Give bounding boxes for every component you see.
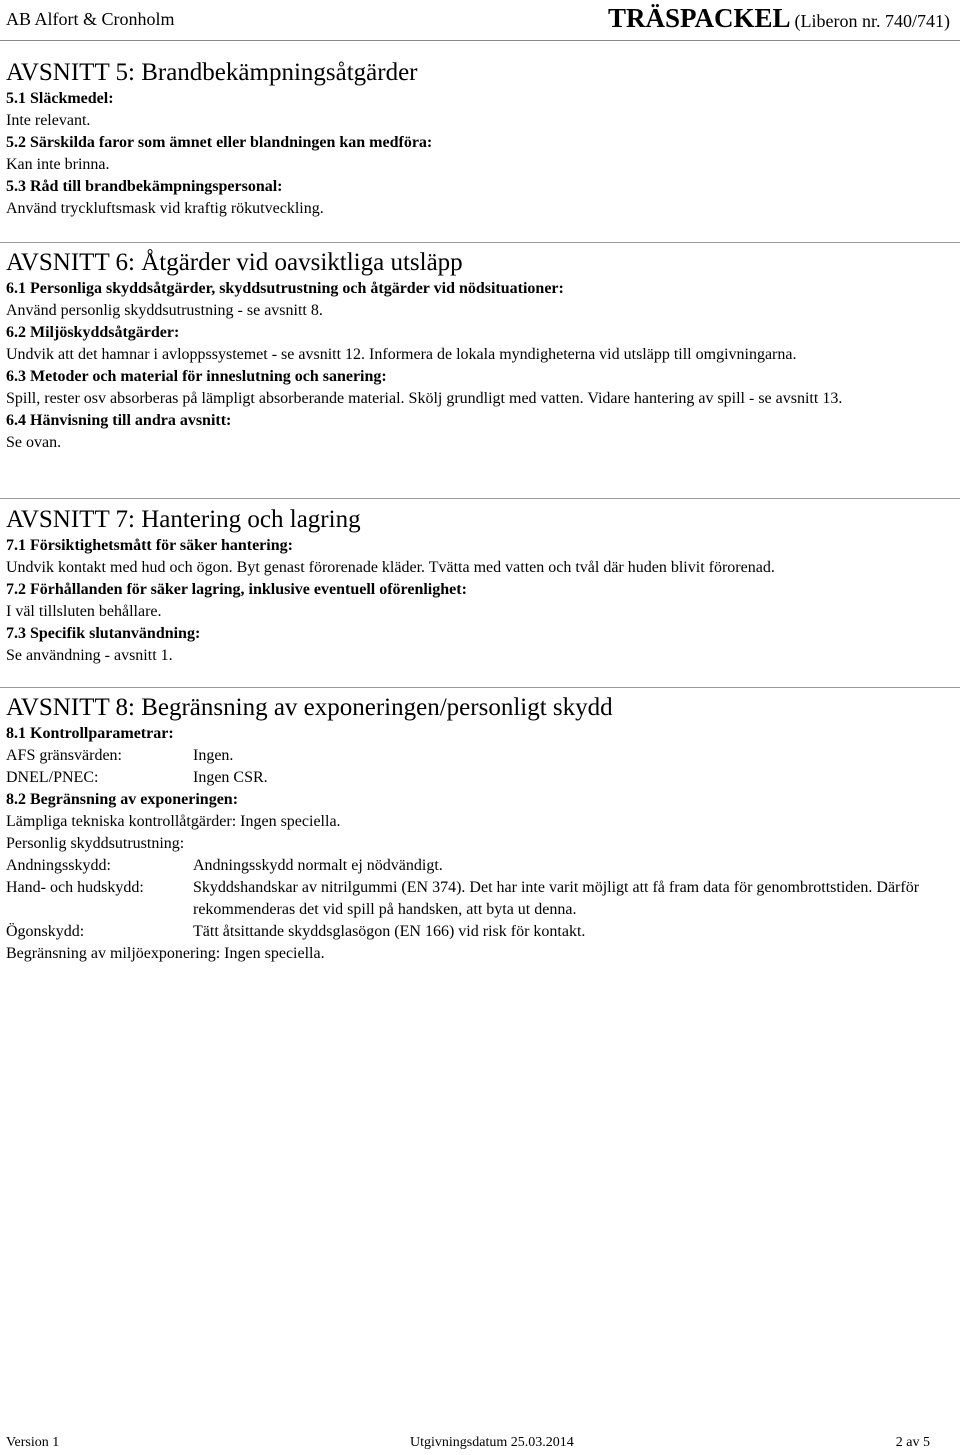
page-header [0,0,960,40]
afs-label: AFS gränsvärden: [6,747,122,764]
s5-heading-2: 5.2 Särskilda faror som ämnet eller blandningen kan medföra: [6,134,433,151]
section-5-title: AVSNITT 5: Brandbekämpningsåtgärder [6,59,418,86]
dnel-row [6,767,951,789]
s6-heading-3: 6.3 Metoder och material för inneslutning och sanering: [6,368,387,385]
section-divider [0,498,960,499]
s5-heading-1: 5.1 Släckmedel: [6,90,114,107]
s5-heading-3: 5.3 Råd till brandbekämpningspersonal: [6,178,283,195]
eye-value: Tätt åtsittande skyddsglasögon (EN 166) vid risk för kontakt. [193,923,586,940]
respiratory-label: Andningsskydd: [6,857,111,874]
s6-heading-1: 6.1 Personliga skyddsåtgärder, skyddsutrustning och åtgärder vid nödsituationer: [6,280,564,297]
section-divider [0,242,960,243]
section-7-title: AVSNITT 7: Hantering och lagring [6,506,361,533]
product-title [608,3,950,34]
respiratory-row [6,855,951,877]
s8-tech-controls: Lämpliga tekniska kontrollåtgärder: Ingen speciella. [6,813,341,830]
afs-row [6,745,951,767]
s5-text-2: Kan inte brinna. [6,156,110,173]
section-5 [6,58,951,220]
afs-value: Ingen. [193,747,234,764]
s6-heading-4: 6.4 Hänvisning till andra avsnitt: [6,412,232,429]
footer-date: Utgivningsdatum 25.03.2014 [410,1435,574,1450]
s6-text-2: Undvik att det hamnar i avloppssystemet - se avsnitt 12. Informera de lokala myndigheterna vid utsläpp till omgivningarna. [6,346,797,363]
s6-text-3: Spill, rester osv absorberas på lämpligt absorberande material. Skölj grundligt med vatten. Vidare hantering av spill - se avsnitt 13. [6,390,843,407]
s7-heading-2: 7.2 Förhållanden för säker lagring, inklusive eventuell oförenlighet: [6,581,467,598]
s5-text-1: Inte relevant. [6,112,91,129]
s7-heading-1: 7.1 Försiktighetsmått för säker hantering: [6,537,293,554]
footer-version: Version 1 [6,1435,60,1450]
section-7 [6,505,951,667]
hand-value: Skyddshandskar av nitrilgummi (EN 374). Det har inte varit möjligt att få fram data för genombrottstiden. Därför rekommenderas det vid spill på handsken, att byta ut denna. [193,879,920,918]
s8-heading-2: 8.2 Begränsning av exponeringen: [6,791,239,808]
s5-text-3: Använd tryckluftsmask vid kraftig rökutveckling. [6,200,324,217]
company-name: AB Alfort & Cronholm [6,9,175,29]
s8-env-exposure: Begränsning av miljöexponering: Ingen speciella. [6,945,325,962]
s6-text-4: Se ovan. [6,434,62,451]
section-divider [0,687,960,688]
eye-label: Ögonskydd: [6,923,85,940]
respiratory-value: Andningsskydd normalt ej nödvändigt. [193,857,443,874]
product-name: TRÄSPACKEL [607,3,791,33]
s8-personal-equipment: Personlig skyddsutrustning: [6,835,185,852]
footer-page-number: 2 av 5 [895,1435,930,1450]
s8-heading-1: 8.1 Kontrollparametrar: [6,725,174,742]
s7-text-2: I väl tillsluten behållare. [6,603,162,620]
dnel-label: DNEL/PNEC: [6,769,99,786]
header-divider [0,40,960,41]
s6-text-1: Använd personlig skyddsutrustning - se avsnitt 8. [6,302,323,319]
s7-text-1: Undvik kontakt med hud och ögon. Byt genast förorenade kläder. Tvätta med vatten och tvål där huden blivit förorenad. [6,559,775,576]
eye-row [6,921,951,943]
s7-heading-3: 7.3 Specifik slutanvändning: [6,625,201,642]
section-8-title: AVSNITT 8: Begränsning av exponeringen/personligt skydd [6,694,613,721]
section-6-title: AVSNITT 6: Åtgärder vid oavsiktliga utsläpp [6,249,463,276]
dnel-value: Ingen CSR. [193,769,268,786]
product-number: (Liberon nr. 740/741) [794,11,950,31]
hand-row [6,877,951,921]
section-8 [6,693,951,965]
hand-label: Hand- och hudskydd: [6,879,144,896]
s7-text-3: Se användning - avsnitt 1. [6,647,173,664]
s6-heading-2: 6.2 Miljöskyddsåtgärder: [6,324,180,341]
section-6 [6,248,951,454]
